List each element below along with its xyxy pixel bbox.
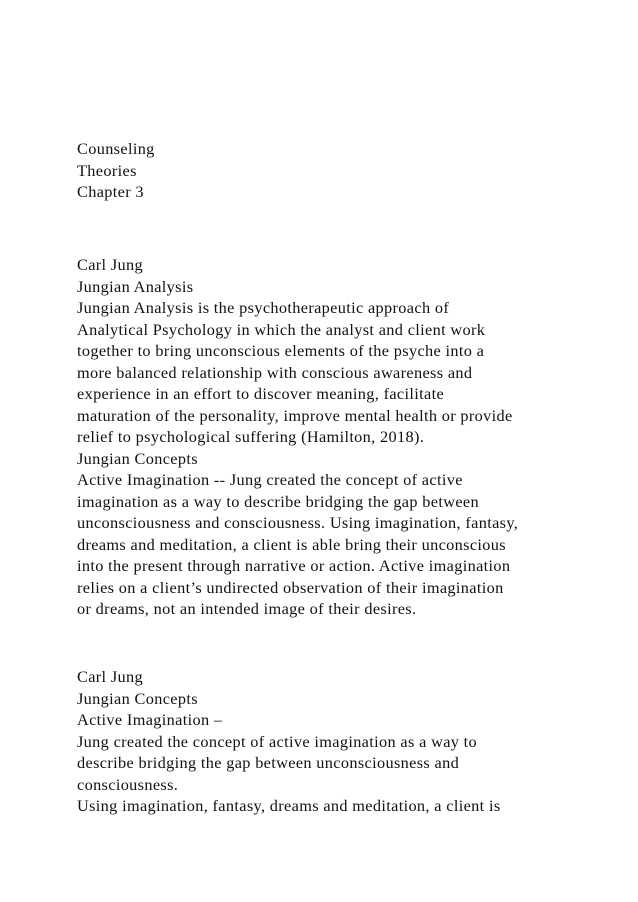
paragraph-line: Analytical Psychology in which the analyst and client work (77, 319, 486, 339)
section-subheading: Jungian Analysis (77, 276, 194, 296)
title-line: Counseling (77, 139, 155, 158)
paragraph-line: more balanced relationship with conscious awareness and (77, 362, 473, 382)
paragraph-line: Using imagination, fantasy, dreams and meditation, a client is (77, 796, 501, 815)
paragraph-line: maturation of the personality, improve mental health or provide (77, 405, 513, 425)
paragraph-line: Jung created the concept of active imagination as a way to (77, 731, 478, 751)
paragraph-line: unconsciousness and consciousness. Using imagination, fantasy, (77, 513, 519, 532)
section-one (77, 254, 617, 620)
paragraph-line: consciousness. (77, 774, 179, 794)
paragraph-line: experience in an effort to discover meaning, facilitate (77, 384, 445, 403)
section-subheading: Jungian Concepts (77, 448, 198, 468)
title-block (77, 138, 617, 203)
paragraph-line: Jungian Analysis is the psychotherapeutic approach of (77, 298, 450, 317)
paragraph-line: into the present through narrative or action. Active imagination (77, 556, 511, 575)
paragraph-line: describe bridging the gap between unconsciousness and (77, 753, 460, 772)
section-heading: Carl Jung (77, 667, 144, 686)
section-two (77, 666, 617, 817)
section-subheading: Active Imagination – (77, 710, 223, 729)
paragraph-line: relief to psychological suffering (Hamilton, 2018). (77, 427, 425, 446)
title-line: Chapter 3 (77, 182, 144, 201)
title-line: Theories (77, 160, 137, 180)
section-subheading: Jungian Concepts (77, 688, 198, 708)
paragraph-line: together to bring unconscious elements of the psyche into a (77, 341, 485, 360)
paragraph-line: imagination as a way to describe bridging the gap between (77, 491, 479, 511)
section-heading: Carl Jung (77, 255, 144, 274)
paragraph-line: Active Imagination -- Jung created the concept of active (77, 470, 463, 489)
paragraph-line: dreams and meditation, a client is able bring their unconscious (77, 534, 506, 554)
paragraph-line: relies on a client’s undirected observation of their imagination (77, 577, 504, 597)
paragraph-line: or dreams, not an intended image of their desires. (77, 599, 417, 618)
